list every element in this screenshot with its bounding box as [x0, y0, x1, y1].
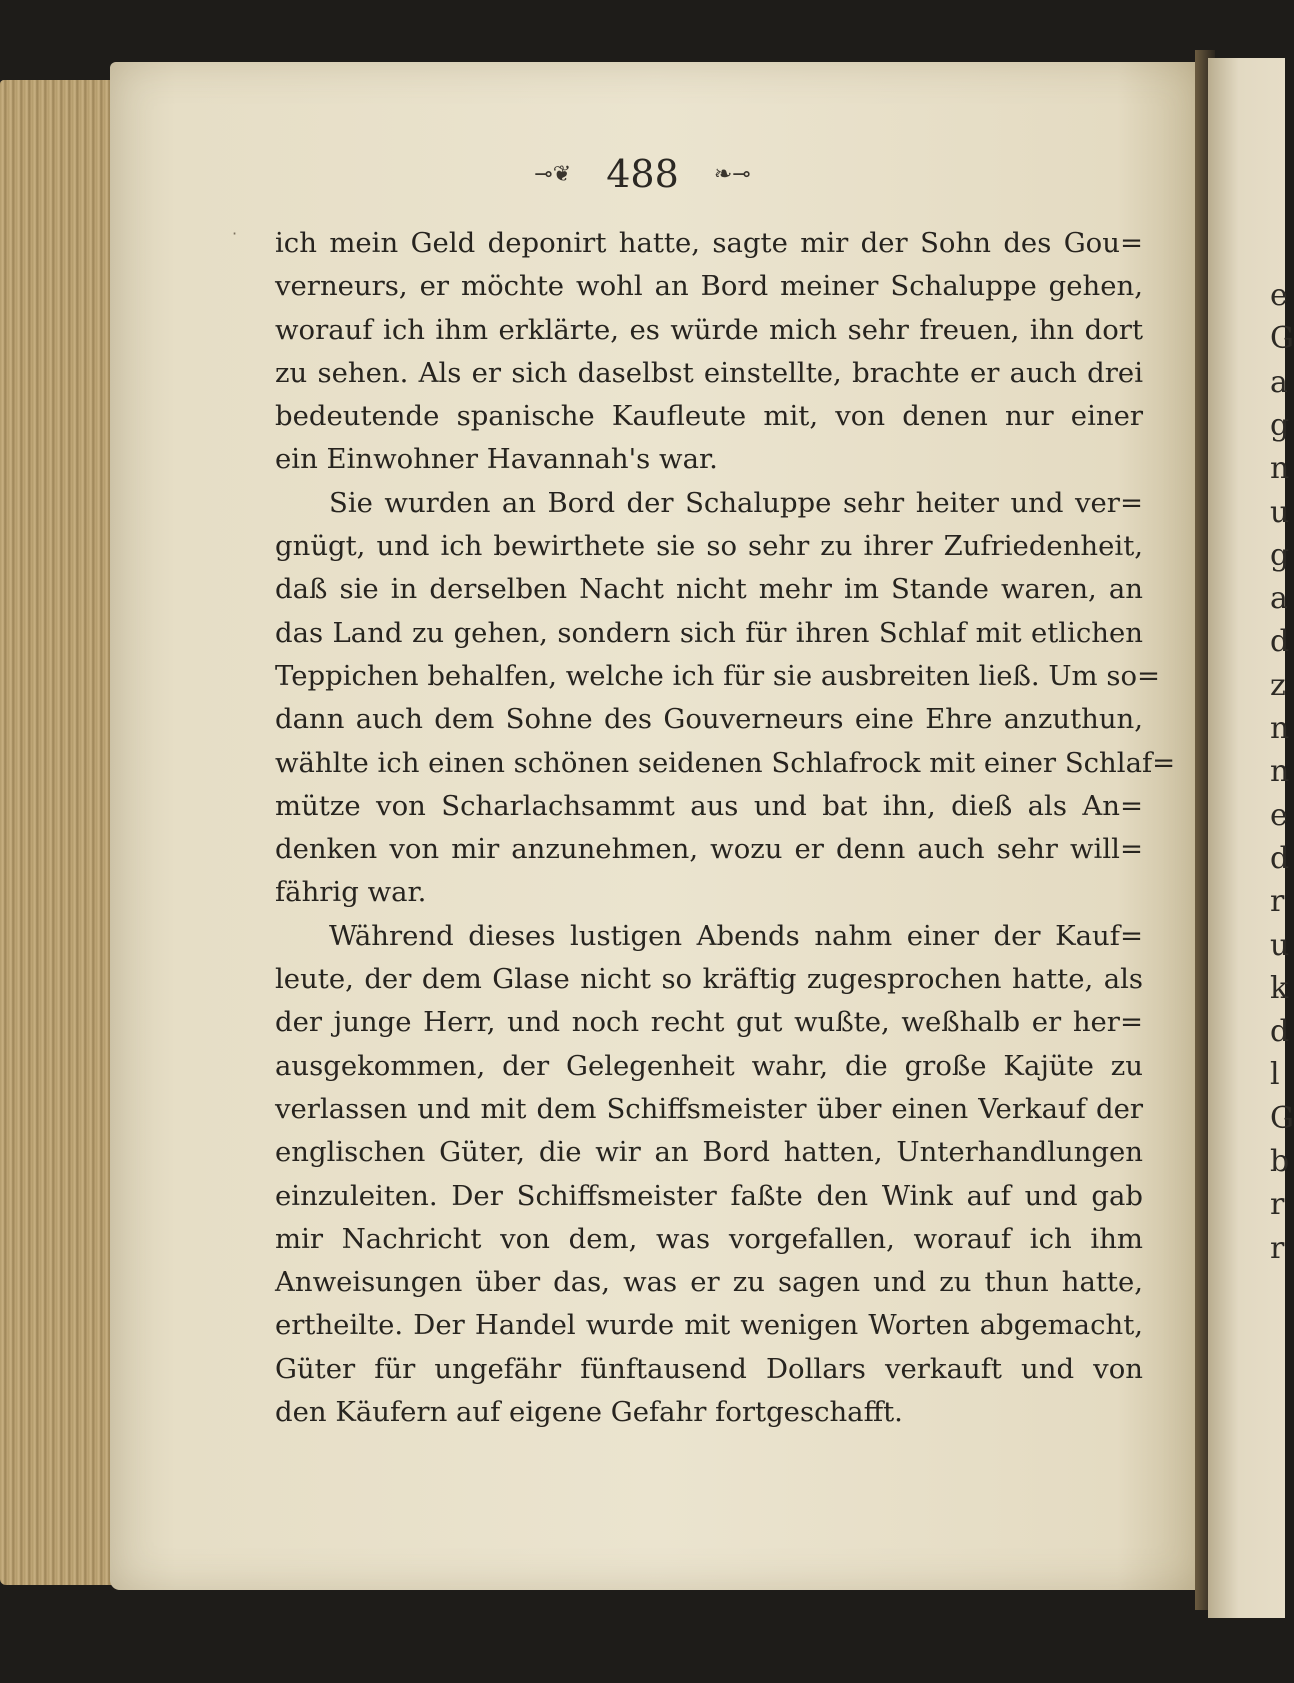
text-line: wählte ich einen schönen seidenen Schlafrock mit einer Schlaf= [275, 746, 1176, 779]
right-page-letter: d [1270, 840, 1290, 876]
right-page-letter: g [1270, 407, 1290, 443]
right-page-letter: d [1270, 1014, 1290, 1050]
text-line: ausgekommen, der Gelegenheit wahr, die große Kajüte zu [275, 1049, 1143, 1082]
text-line: Güter für ungefähr fünftausend Dollars verkauft und von [275, 1352, 1143, 1385]
right-page-letter: e [1270, 278, 1288, 313]
text-line: ich mein Geld deponirt hatte, sagte mir der Sohn des Gou= [275, 227, 1143, 259]
right-page-letter: b [1270, 1144, 1290, 1179]
ornament-right-icon: ❧⊸ [713, 161, 751, 187]
right-page-letter: r [1270, 884, 1285, 920]
right-page-letter: k [1270, 970, 1289, 1006]
text-line: Während dieses lustigen Abends nahm einer der Kauf= [329, 919, 1143, 952]
text-line: dann auch dem Sohne des Gouverneurs eine Ehre anzuthun, [275, 703, 1143, 736]
text-line: Teppichen behalfen, welche ich für sie ausbreiten ließ. Um so= [275, 659, 1161, 692]
paragraph [275, 222, 1143, 482]
text-line: verlassen und mit dem Schiffsmeister über einen Verkauf der [275, 1092, 1143, 1125]
right-page-letter: r [1270, 1187, 1285, 1223]
right-page-letter: G [1270, 321, 1294, 357]
right-page-letter: d [1270, 624, 1290, 660]
page-header [0, 152, 1285, 196]
text-line: denken von mir anzunehmen, wozu er denn auch sehr will= [275, 833, 1143, 866]
right-page-letter: r [1270, 1230, 1285, 1266]
text-line: mir Nachricht von dem, was vorgefallen, worauf ich ihm [275, 1222, 1143, 1255]
right-page-letter: u [1270, 927, 1290, 963]
text-line: einzuleiten. Der Schiffsmeister faßte den Wink auf und gab [275, 1179, 1143, 1212]
text-line: den Käufern auf eigene Gefahr fortgeschafft. [275, 1396, 903, 1429]
right-page-letter: z [1270, 667, 1286, 703]
text-line: worauf ich ihm erklärte, es würde mich sehr freuen, ihn dort [275, 313, 1143, 346]
text-line: das Land zu gehen, sondern sich für ihren Schlaf mit etlichen [275, 616, 1143, 649]
right-page-edge [1208, 58, 1294, 1618]
right-page-letter: n [1270, 754, 1290, 790]
right-page-letter: l [1270, 1057, 1280, 1093]
text-line: bedeutende spanische Kaufleute mit, von denen nur einer [275, 400, 1143, 433]
text-line: leute, der dem Glase nicht so kräftig zugesprochen hatte, als [275, 963, 1143, 996]
ornament-left-icon: ⊸❦ [534, 161, 572, 187]
right-page-letter: g [1270, 537, 1290, 573]
right-page-letter: n [1270, 451, 1290, 487]
page-edges [0, 80, 120, 1585]
text-line: daß sie in derselben Nacht nicht mehr im Stande waren, an [275, 573, 1143, 606]
text-line: gnügt, und ich bewirthete sie so sehr zu ihrer Zufriedenheit, [275, 530, 1143, 563]
right-page-letter: a [1270, 364, 1288, 400]
paragraph [275, 482, 1176, 915]
text-line: ein Einwohner Havannah's war. [275, 443, 718, 476]
text-line: fährig war. [275, 876, 427, 909]
text-line: englischen Güter, die wir an Bord hatten, Unterhandlungen [275, 1136, 1143, 1169]
text-line: Sie wurden an Bord der Schaluppe sehr heiter und ver= [329, 486, 1143, 519]
page-number: 488 [606, 152, 679, 196]
body-text [275, 222, 1176, 1434]
text-line: ertheilte. Der Handel wurde mit wenigen Worten abgemacht, [275, 1309, 1143, 1342]
right-page-letter: u [1270, 494, 1290, 530]
stray-mark: · [232, 224, 238, 243]
text-line: zu sehen. Als er sich daselbst einstellte, brachte er auch drei [275, 356, 1143, 389]
right-page-letter: a [1270, 581, 1288, 617]
right-page-letter: e [1270, 797, 1288, 833]
right-page-letter: n [1270, 711, 1290, 746]
text-line: mütze von Scharlachsammt aus und bat ihn, dieß als An= [275, 789, 1143, 822]
right-page-letter: G [1270, 1100, 1294, 1136]
text-line: verneurs, er möchte wohl an Bord meiner Schaluppe gehen, [275, 270, 1143, 303]
paragraph [275, 915, 1143, 1435]
text-line: der junge Herr, und noch recht gut wußte, weßhalb er her= [275, 1006, 1143, 1039]
text-line: Anweisungen über das, was er zu sagen und zu thun hatte, [275, 1266, 1143, 1299]
